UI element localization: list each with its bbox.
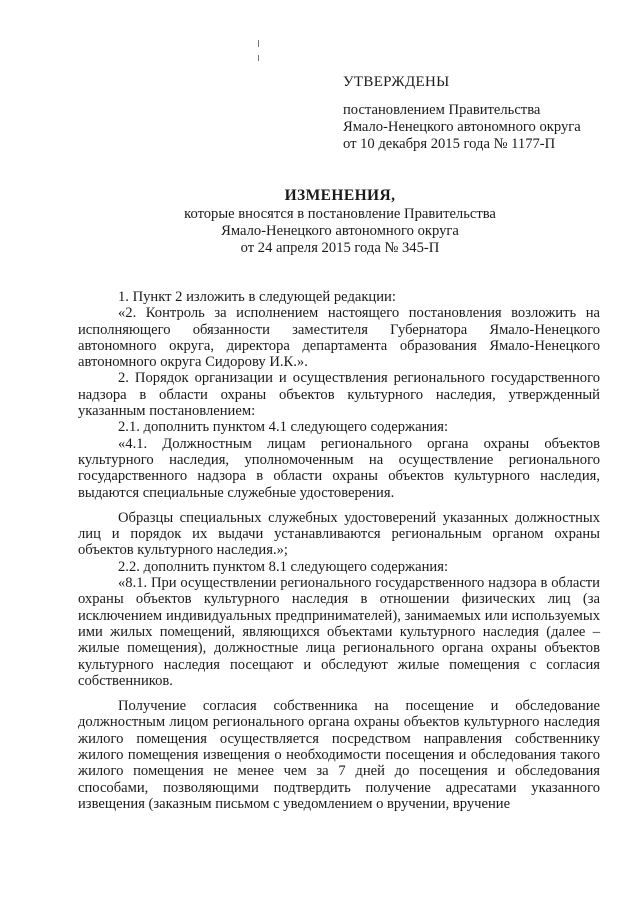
paragraph: Получение согласия собственника на посещение и обследование должностным лицом регионального органа охраны объектов культурного наследия жилого помещения осуществляется посредством направления собственнику жилого помещения извещения о необходимости посещения и обследования такого жилого помещения не менее чем за 7 дней до посещения и обследования способами, позволяющими подтвердить получение адресатами указанного извещения (заказным письмом с уведомлением о вручении, вручение [78, 698, 600, 812]
document-subtitle: которые вносятся в постановление Правительства [184, 206, 496, 222]
approval-line: постановлением Правительства [343, 102, 541, 118]
paragraph: 1. Пункт 2 изложить в следующей редакции: [118, 289, 396, 305]
document-subtitle: от 24 апреля 2015 года № 345-П [240, 240, 440, 256]
approval-line: от 10 декабря 2015 года № 1177-П [343, 136, 556, 152]
document-body [78, 289, 600, 812]
document-heading [40, 187, 640, 257]
document-title: ИЗМЕНЕНИЯ, [284, 187, 396, 204]
paragraph: «2. Контроль за исполнением настоящего постановления возложить на исполняющего обязанности заместителя Губернатора Ямало-Ненецкого автономного округа, директора департамента образования Ямало-Ненецкого автономного округа Сидорову И.К.». [78, 305, 600, 371]
approval-block [343, 74, 623, 153]
approval-stamp: УТВЕРЖДЕНЫ [343, 74, 450, 90]
paragraph: «8.1. При осуществлении регионального государственного надзора в области охраны объектов культурного наследия в отношении физических лиц (за исключением индивидуальных предпринимателей), занимаемых или используемых ими жилых помещений, являющихся объектами культурного наследия (далее – жилые помещения), должностные лица регионального органа охраны объектов культурного наследия посещают и обследуют жилые помещения с согласия собственников. [78, 575, 600, 689]
paragraph: 2.1. дополнить пунктом 4.1 следующего содержания: [118, 419, 449, 436]
document-subtitle: Ямало-Ненецкого автономного округа [221, 223, 459, 239]
paragraph: 2. Порядок организации и осуществления регионального государственного надзора в области охраны объектов культурного наследия, утвержденный указанным постановлением: [78, 370, 600, 420]
paragraph: «4.1. Должностным лицам регионального органа охраны объектов культурного наследия, уполномоченным на осуществление регионального государственного надзора в области охраны объектов культурного наследия, выдаются специальные служебные удостоверения. [78, 435, 600, 501]
paragraph: Образцы специальных служебных удостоверений указанных должностных лиц и порядок их выдачи устанавливаются региональным органом охраны объектов культурного наследия.»; [78, 509, 600, 559]
binding-mark [258, 55, 259, 61]
binding-mark [258, 40, 259, 47]
approval-line: Ямало-Ненецкого автономного округа [343, 119, 581, 135]
paragraph: 2.2. дополнить пунктом 8.1 следующего содержания: [118, 558, 449, 575]
